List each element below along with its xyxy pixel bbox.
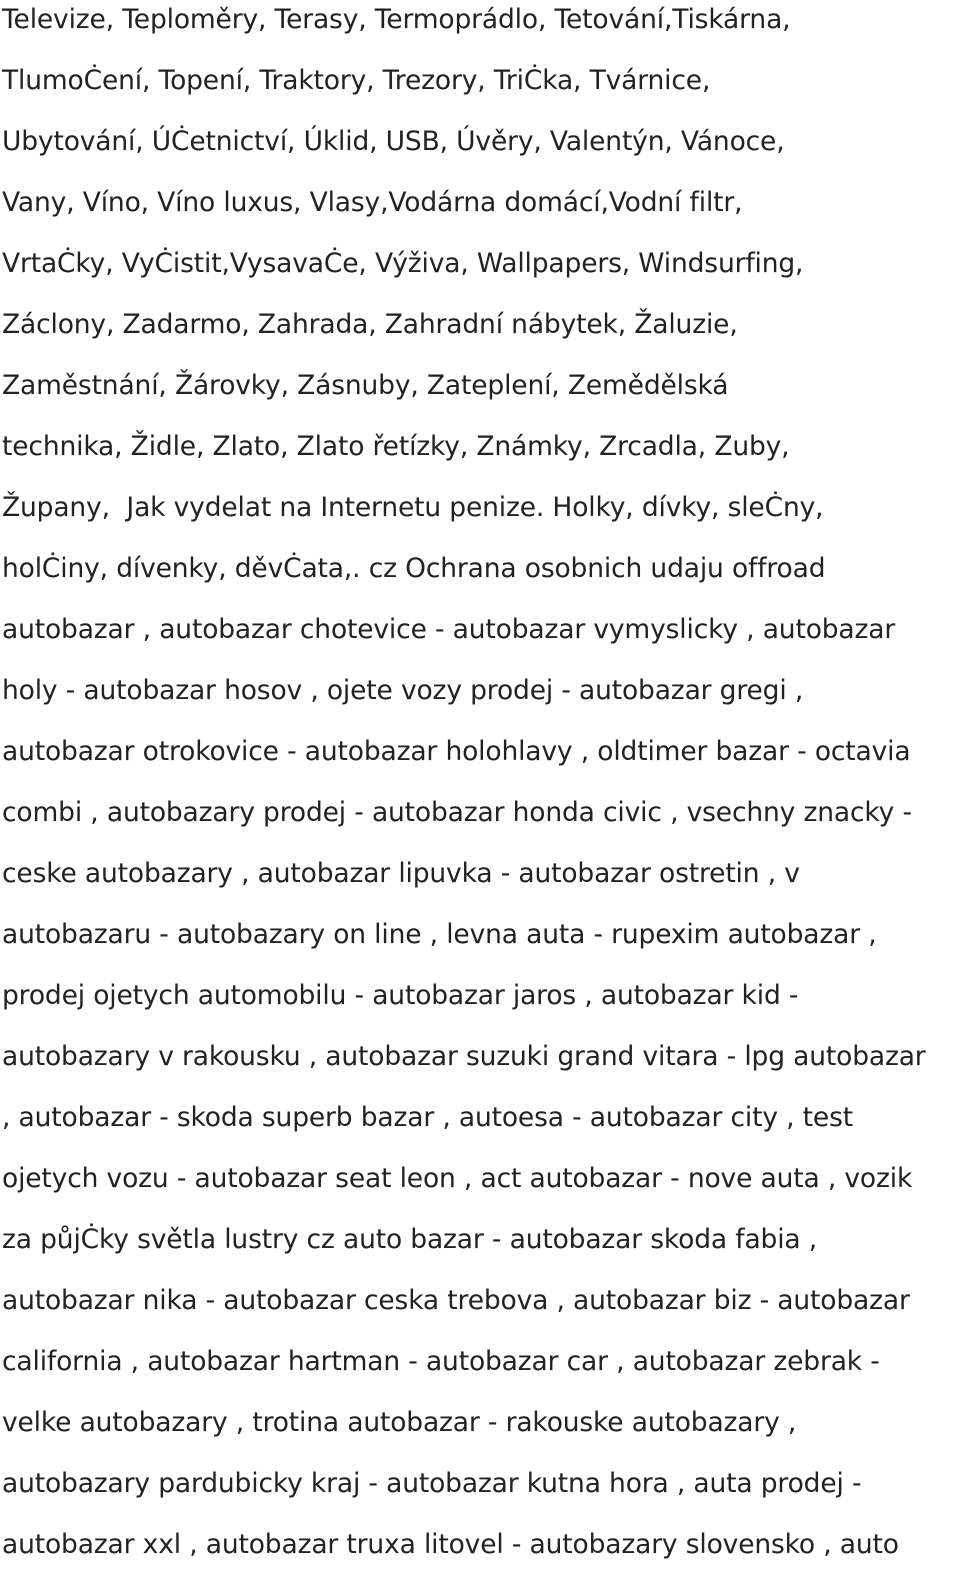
text-line: velke autobazary , trotina autobazar - rakouske autobazary , <box>2 1407 797 1438</box>
text-line: Zaměstnání, Žárovky, Zásnuby, Zateplení, Zemědělská <box>2 370 729 401</box>
text-line: za půjĊky světla lustry cz auto bazar - autobazar skoda fabia , <box>2 1224 818 1255</box>
text-line: Vany, Víno, Víno luxus, Vlasy,Vodárna domácí,Vodní filtr, <box>2 187 743 218</box>
text-line: holĊiny, dívenky, děvĊata,. cz Ochrana osobnich udaju offroad <box>2 553 826 584</box>
text-line: ojetych vozu - autobazar seat leon , act autobazar - nove auta , vozik <box>2 1163 913 1194</box>
text-line: ceske autobazary , autobazar lipuvka - autobazar ostretin , v <box>2 858 800 889</box>
text-line: Ubytování, ÚĊetnictví, Úklid, USB, Úvěry, Valentýn, Vánoce, <box>2 126 785 157</box>
text-line: california , autobazar hartman - autobazar car , autobazar zebrak - <box>2 1346 880 1377</box>
text-line: autobazary pardubicky kraj - autobazar kutna hora , auta prodej - <box>2 1468 862 1499</box>
text-line: autobazar nika - autobazar ceska trebova , autobazar biz - autobazar <box>2 1285 910 1316</box>
text-line: autobazar otrokovice - autobazar holohlavy , oldtimer bazar - octavia <box>2 736 911 767</box>
text-line: TlumoĊení, Topení, Traktory, Trezory, TriĊka, Tvárnice, <box>2 65 711 96</box>
text-line: autobazar , autobazar chotevice - autobazar vymyslicky , autobazar <box>2 614 896 645</box>
text-line: Televize, Teploměry, Terasy, Termoprádlo, Tetování,Tiskárna, <box>2 4 791 35</box>
text-line: combi , autobazary prodej - autobazar honda civic , vsechny znacky - <box>2 797 912 828</box>
text-line: prodej ojetych automobilu - autobazar jaros , autobazar kid - <box>2 980 799 1011</box>
text-line: autobazary v rakousku , autobazar suzuki grand vitara - lpg autobazar <box>2 1041 926 1072</box>
text-line: autobazaru - autobazary on line , levna auta - rupexim autobazar , <box>2 919 877 950</box>
text-line: autobazar xxl , autobazar truxa litovel - autobazary slovensko , auto <box>2 1529 899 1560</box>
text-line: Záclony, Zadarmo, Zahrada, Zahradní nábytek, Žaluzie, <box>2 309 738 340</box>
text-line: , autobazar - skoda superb bazar , autoesa - autobazar city , test <box>2 1102 853 1133</box>
text-line: Župany, Jak vydelat na Internetu penize. Holky, dívky, sleĊny, <box>2 492 824 523</box>
text-line: holy - autobazar hosov , ojete vozy prodej - autobazar gregi , <box>2 675 804 706</box>
text-line: technika, Židle, Zlato, Zlato řetízky, Známky, Zrcadla, Zuby, <box>2 431 790 462</box>
document-page <box>2 0 952 1592</box>
text-line: VrtaĊky, VyĊistit,VysavaĊe, Výživa, Wallpapers, Windsurfing, <box>2 248 804 279</box>
